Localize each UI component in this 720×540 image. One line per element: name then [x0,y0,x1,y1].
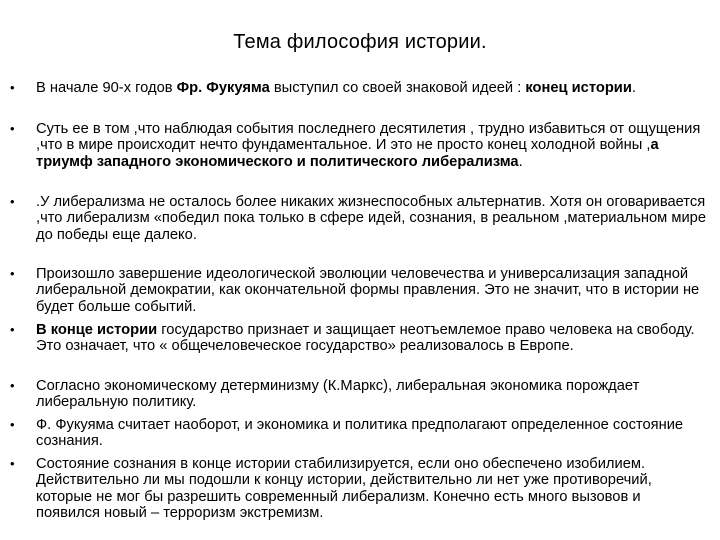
bullet-icon: • [10,80,15,95]
text-run: Согласно экономическому детерминизму (К.Маркс), либеральная экономика порождает либеральную политику. [36,378,640,411]
bullet-icon: • [10,121,15,136]
text-run: .У либерализма не осталось более никаких жизнеспособных альтернатив. Хотя он оговаривается ,что либерализм «победил пока только в сфере идей, сознания, в реальном ,материальном мире до победы еще далеко. [36,194,707,243]
bullet-text [36,378,708,411]
bold-text-run: а триумф западного экономического и политического либерализма [36,137,659,170]
bold-text-run: конец истории [525,80,632,96]
bullet-item [8,378,708,411]
bullet-text [36,121,708,170]
text-run: . [518,153,523,170]
bullet-icon: • [10,417,15,432]
text-run: . [631,80,636,96]
bullet-item [8,456,708,522]
text-run: Суть ее в том ,что наблюдая события последнего десятилетия , трудно избавиться от ощущения ,что в мире происходит нечто фундаментальное. И это не просто конец холодной войны , [36,121,701,154]
bullet-item [8,80,708,96]
bullet-text [36,456,708,522]
bullet-icon: • [10,322,15,337]
bullet-item [8,121,708,170]
bullet-item [8,322,708,355]
slide-title: Тема философия истории. [233,31,487,53]
bullet-icon: • [10,456,15,471]
bullet-item [8,417,708,450]
text-run: Произошло завершение идеологической эволюции человечества и универсализация западной либеральной демократии, как окончательной формы правления. Это не значит, что в истории не будет больше событий. [36,266,700,315]
bullet-icon: • [10,378,15,393]
bullet-item [8,266,708,315]
bullet-text [36,80,708,96]
text-run: В начале 90-х годов [36,80,177,96]
bullet-text [36,194,708,243]
text-run: Ф. Фукуяма считает наоборот, и экономика и политика предполагают определенное состояние сознания. [36,417,684,450]
text-run: выступил со своей знаковой идеей : [269,80,526,96]
bold-text-run: В конце истории [36,322,158,338]
bullet-item [8,194,708,243]
bullet-text [36,417,708,450]
bullet-text [36,322,708,355]
bullet-icon: • [10,266,15,281]
bold-text-run: Фр. Фукуяма [176,80,270,96]
text-run: государство признает и защищает неотъемлемое право человека на свободу. Это означает, что « общечеловеческое государство» реализовалось в Европе. [36,322,695,355]
text-run: Состояние сознания в конце истории стабилизируется, если оно обеспечено изобилием. Действительно ли мы подошли к концу истории, действительно ли нет уже противоречий, которые не мог бы разрешить современный либерализм. Конечно есть много вызовов и появился новый – терроризм экстремизм. [36,456,652,522]
bullet-text [36,266,708,315]
bullet-icon: • [10,194,15,209]
